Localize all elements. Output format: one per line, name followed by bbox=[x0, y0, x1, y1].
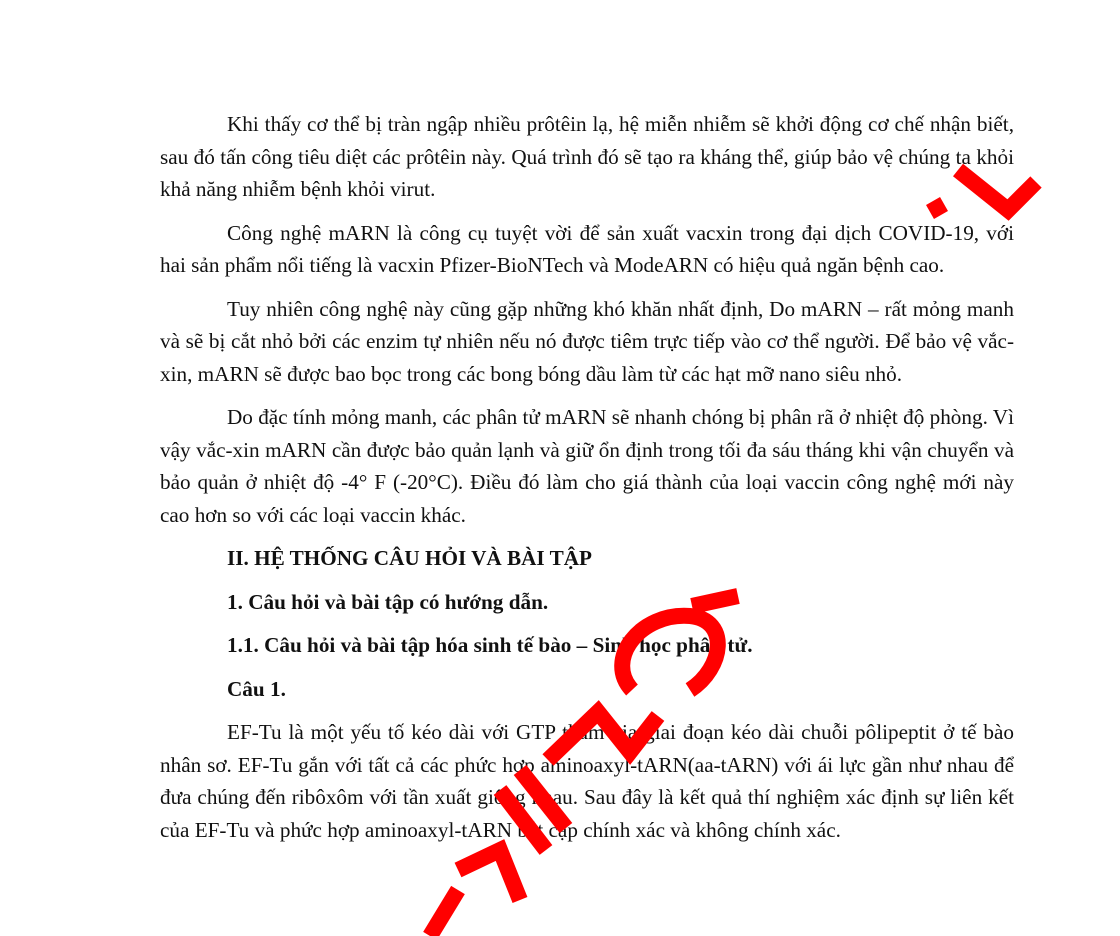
question-paragraph: EF-Tu là một yếu tố kéo dài với GTP tham gia giai đoạn kéo dài chuỗi pôlipeptit ở tế bào nhân sơ. EF-Tu gắn với tất cả các phức hợp aminoaxyl-tARN(aa-tARN) với ái lực gần như nhau để đưa chúng đến ribôxôm với tần xuất giống nhau. Sau đây là kết quả thí nghiệm xác định sự liên kết của EF-Tu và phức hợp aminoaxyl-tARN bắt cặp chính xác và không chính xác. bbox=[160, 720, 1014, 842]
paragraph-mrna-difficulty: Tuy nhiên công nghệ này cũng gặp những khó khăn nhất định, Do mARN – rất mỏng manh và sẽ bị cắt nhỏ bởi các enzim tự nhiên nếu nó được tiêm trực tiếp vào cơ thể người. Để bảo vệ vắc-xin, mARN sẽ được bao bọc trong các bong bóng dầu làm từ các hạt mỡ nano siêu nhỏ. bbox=[160, 296, 1014, 386]
document-body bbox=[160, 108, 1014, 857]
sub-subsection-heading: 1.1. Câu hỏi và bài tập hóa sinh tế bào – Sinh học phân tử. bbox=[227, 633, 753, 657]
paragraph-mrna-storage: Do đặc tính mỏng manh, các phân tử mARN sẽ nhanh chóng bị phân rã ở nhiệt độ phòng. Vì vậy vắc-xin mARN cần được bảo quản lạnh và giữ ổn định trong tối đa sáu tháng khi vận chuyển và bảo quản ở nhiệt độ -4° F (-20°C). Điều đó làm cho giá thành của loại vaccin công nghệ mới này cao hơn so với các loại vaccin khác. bbox=[160, 405, 1014, 527]
paragraph-immune-response: Khi thấy cơ thể bị tràn ngập nhiều prôtêin lạ, hệ miễn nhiễm sẽ khởi động cơ chế nhận biết, sau đó tấn công tiêu diệt các prôtêin này. Quá trình đó sẽ tạo ra kháng thể, giúp bảo vệ chúng ta khỏi khả năng nhiễm bệnh khỏi virut. bbox=[160, 112, 1014, 201]
watermark-stroke bbox=[458, 850, 520, 900]
paragraph-mrna-technology: Công nghệ mARN là công cụ tuyệt vời để sản xuất vacxin trong đại dịch COVID-19, với hai sản phẩm nổi tiếng là vacxin Pfizer-BioNTech và ModeARN có hiệu quả ngăn bệnh cao. bbox=[160, 220, 1014, 277]
question-heading: Câu 1. bbox=[227, 676, 286, 701]
section-heading: II. HỆ THỐNG CÂU HỎI VÀ BÀI TẬP bbox=[227, 546, 592, 570]
subsection-heading: 1. Câu hỏi và bài tập có hướng dẫn. bbox=[227, 589, 549, 614]
watermark-stroke bbox=[430, 890, 458, 936]
